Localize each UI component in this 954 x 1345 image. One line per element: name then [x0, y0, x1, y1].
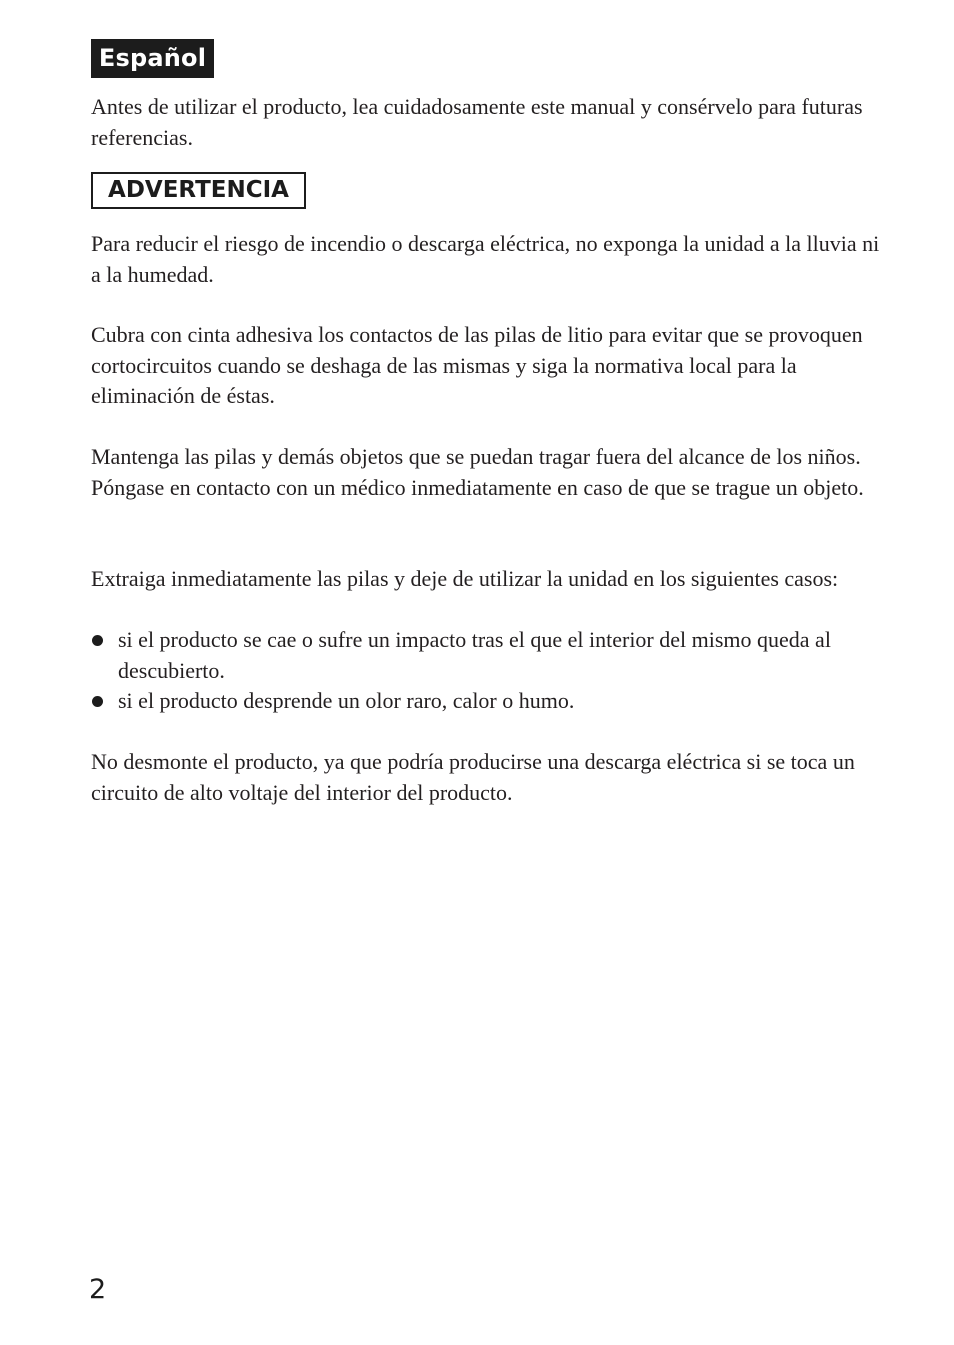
warning-paragraph-remove-batteries: Extraiga inmediatamente las pilas y deje de utilizar la unidad en los siguientes casos: — [91, 566, 839, 591]
warning-heading: ADVERTENCIA — [91, 172, 306, 209]
list-item-text: si el producto se cae o sufre un impacto tras el que el interior del mismo queda al descubierto. — [118, 627, 831, 683]
bullet-icon — [92, 635, 103, 646]
page-number: 2 — [89, 1274, 107, 1305]
warning-paragraph-disassemble: No desmonte el producto, ya que podría producirse una descarga eléctrica si se toca un circuito de alto voltaje del interior del producto. — [91, 749, 855, 805]
warning-paragraph-fire: Para reducir el riesgo de incendio o descarga eléctrica, no exponga la unidad a la lluvia ni a la humedad. — [91, 231, 880, 287]
list-item — [91, 625, 881, 686]
list-item-text: si el producto desprende un olor raro, calor o humo. — [118, 688, 575, 713]
list-item — [91, 686, 881, 717]
warning-paragraph-swallow: Mantenga las pilas y demás objetos que se puedan tragar fuera del alcance de los niños. Póngase en contacto con un médico inmediatamente en caso de que se trague un objeto. — [91, 444, 864, 500]
bullet-icon — [92, 696, 103, 707]
language-heading: Español — [91, 39, 214, 78]
warning-paragraph-lithium: Cubra con cinta adhesiva los contactos de las pilas de litio para evitar que se provoquen cortocircuitos cuando se deshaga de las mismas y siga la normativa local para la eliminación de éstas. — [91, 322, 863, 408]
cases-list — [91, 625, 881, 717]
intro-paragraph: Antes de utilizar el producto, lea cuidadosamente este manual y consérvelo para futuras referencias. — [91, 94, 863, 150]
